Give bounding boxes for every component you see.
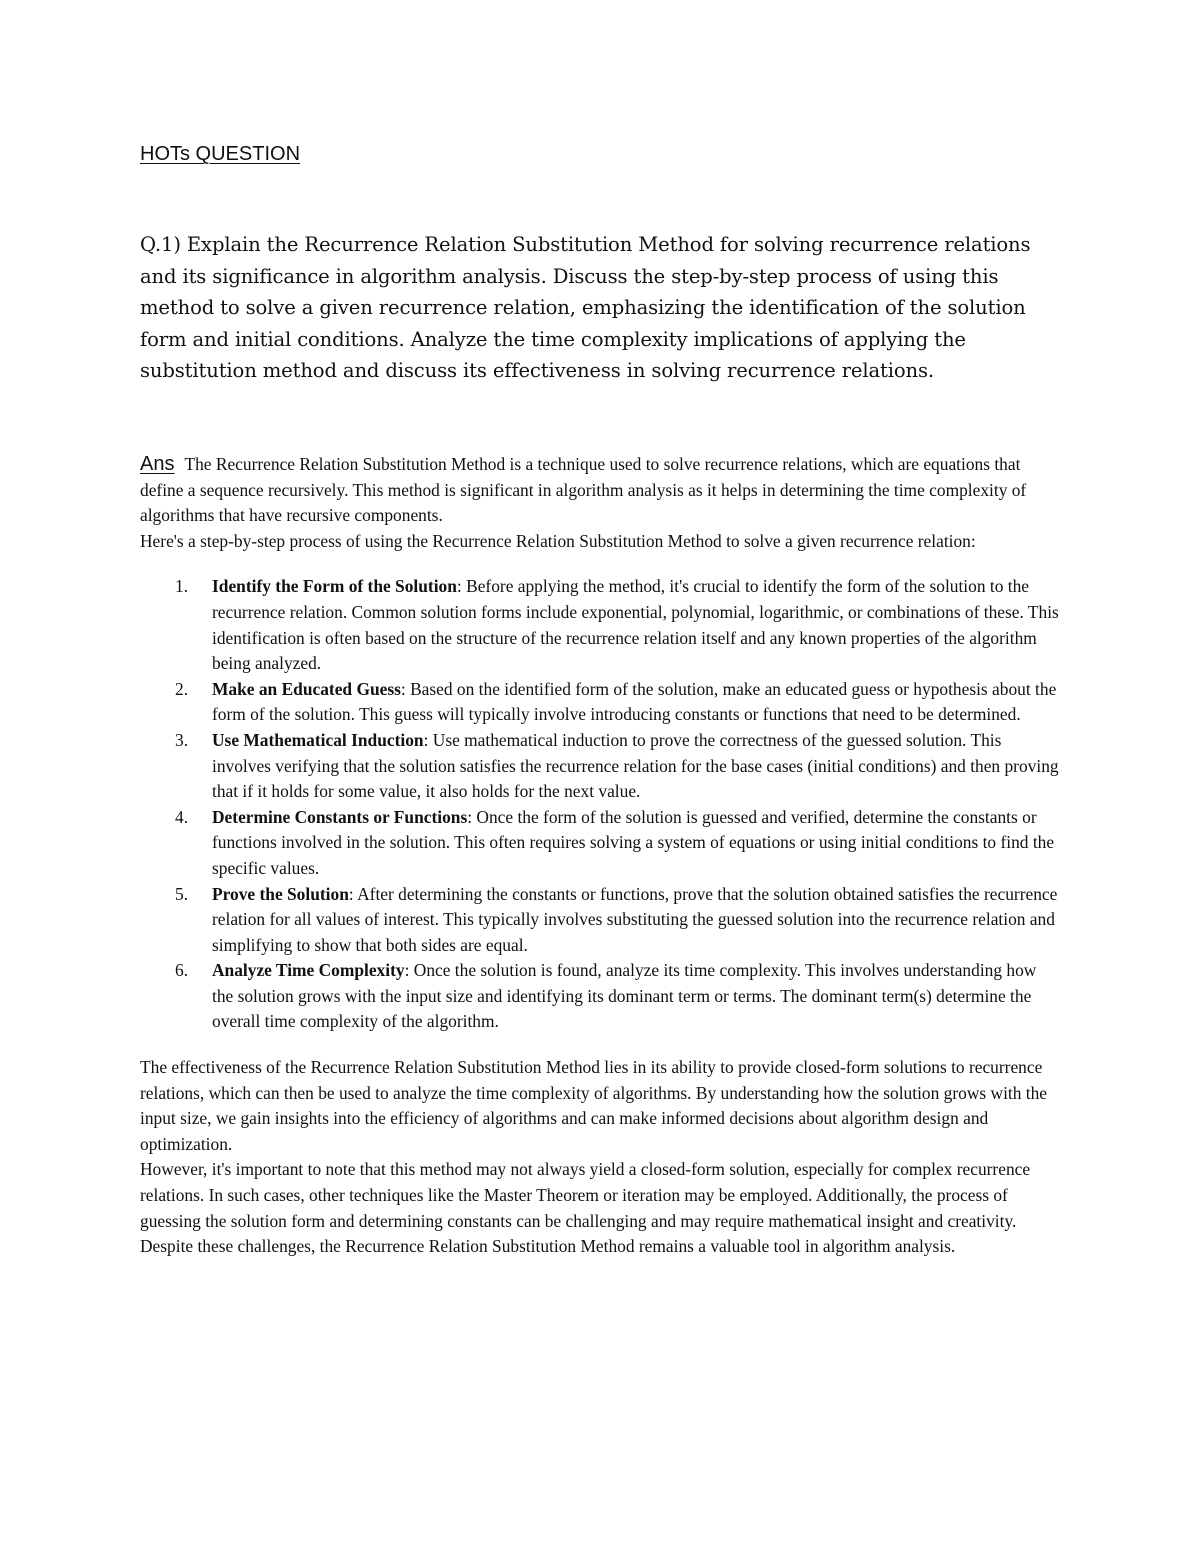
step-number: 4. [175, 806, 189, 827]
list-item [140, 574, 1060, 676]
step-term: Make an Educated Guess [212, 678, 401, 699]
step-text: : Once the form of the solution is guessed and verified, determine the constants or functions involved in the solution. This often requires solving a system of equations or using initial conditions to find the specific values. [212, 806, 1055, 878]
step-text: : After determining the constants or functions, prove that the solution obtained satisfies the recurrence relation for all values of interest. This typically involves substituting the guessed solution into the recurrence relation and simplifying to show that both sides are equal. [212, 883, 1058, 955]
step-number: 6. [175, 960, 189, 981]
step-text: : Before applying the method, it's crucial to identify the form of the solution to the recurrence relation. Common solution forms include exponential, polynomial, logarithmic, or combinations of these. This identification is often based on the structure of the recurrence relation itself and any known properties of the algorithm being analyzed. [212, 576, 1059, 674]
conclusion-paragraph-limitations: However, it's important to note that this method may not always yield a closed-form solution, especially for complex recurrence relations. In such cases, other techniques like the Master Theorem or iteration may be employed. Additionally, the process of guessing the solution form and determining constants can be challenging and may require mathematical insight and creativity. Despite these challenges, the Recurrence Relation Substitution Method remains a valuable tool in algorithm analysis. [140, 1159, 1031, 1257]
step-term: Determine Constants or Functions [212, 806, 468, 827]
list-item [140, 677, 1060, 728]
list-item [140, 728, 1060, 805]
conclusion-paragraph-effectiveness: The effectiveness of the Recurrence Relation Substitution Method lies in its ability to provide closed-form solutions to recurrence relations, which can then be used to analyze the time complexity of algorithms. By understanding how the solution grows with the input size, we gain insights into the efficiency of algorithms and can make informed decisions about algorithm design and optimization. [140, 1057, 1048, 1154]
step-text: : Based on the identified form of the solution, make an educated guess or hypothesis about the form of the solution. This guess will typically involve introducing constants or functions that need to be determined. [212, 678, 1057, 725]
step-term: Prove the Solution [212, 883, 349, 904]
answer-intro-text: The Recurrence Relation Substitution Method is a technique used to solve recurrence relations, which are equations that define a sequence recursively. This method is significant in algorithm analysis as it helps in determining the time complexity of algorithms that have recursive components. [140, 454, 1027, 526]
list-item [140, 882, 1060, 959]
question-text: Q.1) Explain the Recurrence Relation Substitution Method for solving recurrence relations and its significance in algorithm analysis. Discuss the step-by-step process of using this method to solve a given recurrence relation, emphasizing the identification of the solution form and initial conditions. Analyze the time complexity implications of applying the substitution method and discuss its effectiveness in solving recurrence relations. [140, 233, 1031, 383]
step-number: 5. [175, 883, 189, 904]
step-term: Identify the Form of the Solution [212, 576, 457, 597]
step-text: : Use mathematical induction to prove the correctness of the guessed solution. This involves verifying that the solution satisfies the recurrence relation for the base cases (initial conditions) and then proving that if it holds for some value, it also holds for the next value. [212, 729, 1059, 802]
answer-section [140, 452, 1060, 1260]
step-number: 1. [175, 576, 189, 597]
steps-list [140, 574, 1060, 1035]
answer-intro-paragraph [140, 452, 1060, 529]
step-term: Use Mathematical Induction [212, 729, 424, 750]
step-term: Analyze Time Complexity [212, 960, 405, 981]
document-heading: HOTs QUESTION [140, 143, 301, 165]
list-item [140, 805, 1060, 882]
step-number: 3. [175, 729, 189, 750]
step-text: : Once the solution is found, analyze its time complexity. This involves understanding how the solution grows with the input size and identifying its dominant term or terms. The dominant term(s) determine the overall time complexity of the algorithm. [212, 960, 1037, 1032]
list-item [140, 958, 1060, 1035]
steps-intro-paragraph: Here's a step-by-step process of using the Recurrence Relation Substitution Method to solve a given recurrence relation: [140, 530, 976, 551]
answer-label: Ans [140, 453, 175, 475]
step-number: 2. [175, 678, 189, 699]
